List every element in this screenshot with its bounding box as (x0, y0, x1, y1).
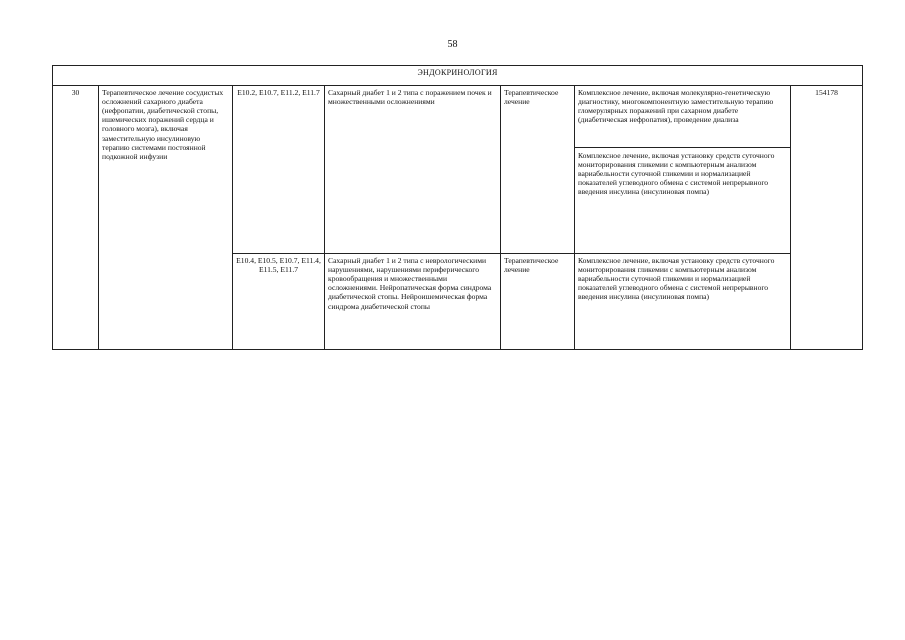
methods-cell (575, 86, 791, 254)
icd-codes: E10.4, E10.5, E10.7, E11.4, E11.5, E11.7 (233, 254, 325, 350)
diagnosis: Сахарный диабет 1 и 2 типа с неврологическими нарушениями, нарушениями периферического кровообращения и множественными осложнениями. Нейропатическая форма синдрома диабетической стопы. Нейроишемическая форма синдрома диабетической стопы (325, 254, 501, 350)
method-item: Комплексное лечение, включая установку средств суточного мониторирования гликемии с компьютерным анализом вариабельности суточной гликемии и нормализацией показателей углеводного обмена с системой непрерывного введения инсулина (инсулиновая помпа) (575, 254, 791, 350)
treatment-name: Терапевтическое лечение сосудистых осложнений сахарного диабета (нефропатии, диабетической стопы, ишемических поражений сердца и головного мозга), включая заместительную инсулиновую терапию системами постоянной подкожной инфузии (99, 86, 233, 350)
medical-care-table (52, 65, 863, 350)
treatment-type: Терапевтическое лечение (501, 254, 575, 350)
section-title: ЭНДОКРИНОЛОГИЯ (53, 66, 863, 86)
diagnosis: Сахарный диабет 1 и 2 типа с поражением почек и множественными осложнениями (325, 86, 501, 254)
row-number: 30 (53, 86, 99, 350)
icd-codes: E10.2, E10.7, E11.2, E11.7 (233, 86, 325, 254)
treatment-type: Терапевтическое лечение (501, 86, 575, 254)
method-item: Комплексное лечение, включая установку средств суточного мониторирования гликемии с компьютерным анализом вариабельности суточной гликемии и нормализацией показателей углеводного обмена с системой непрерывного введения инсулина (инсулиновая помпа) (578, 151, 775, 197)
table-row (53, 86, 863, 254)
page-number: 58 (447, 39, 458, 50)
price-value: 154178 (791, 86, 863, 350)
method-item: Комплексное лечение, включая молекулярно-генетическую диагностику, многокомпонентную заместительную терапию гломерулярных поражений при сахарном диабете (диабетическая нефропатия), проведение диализа (575, 86, 790, 148)
section-header-row (53, 66, 863, 86)
